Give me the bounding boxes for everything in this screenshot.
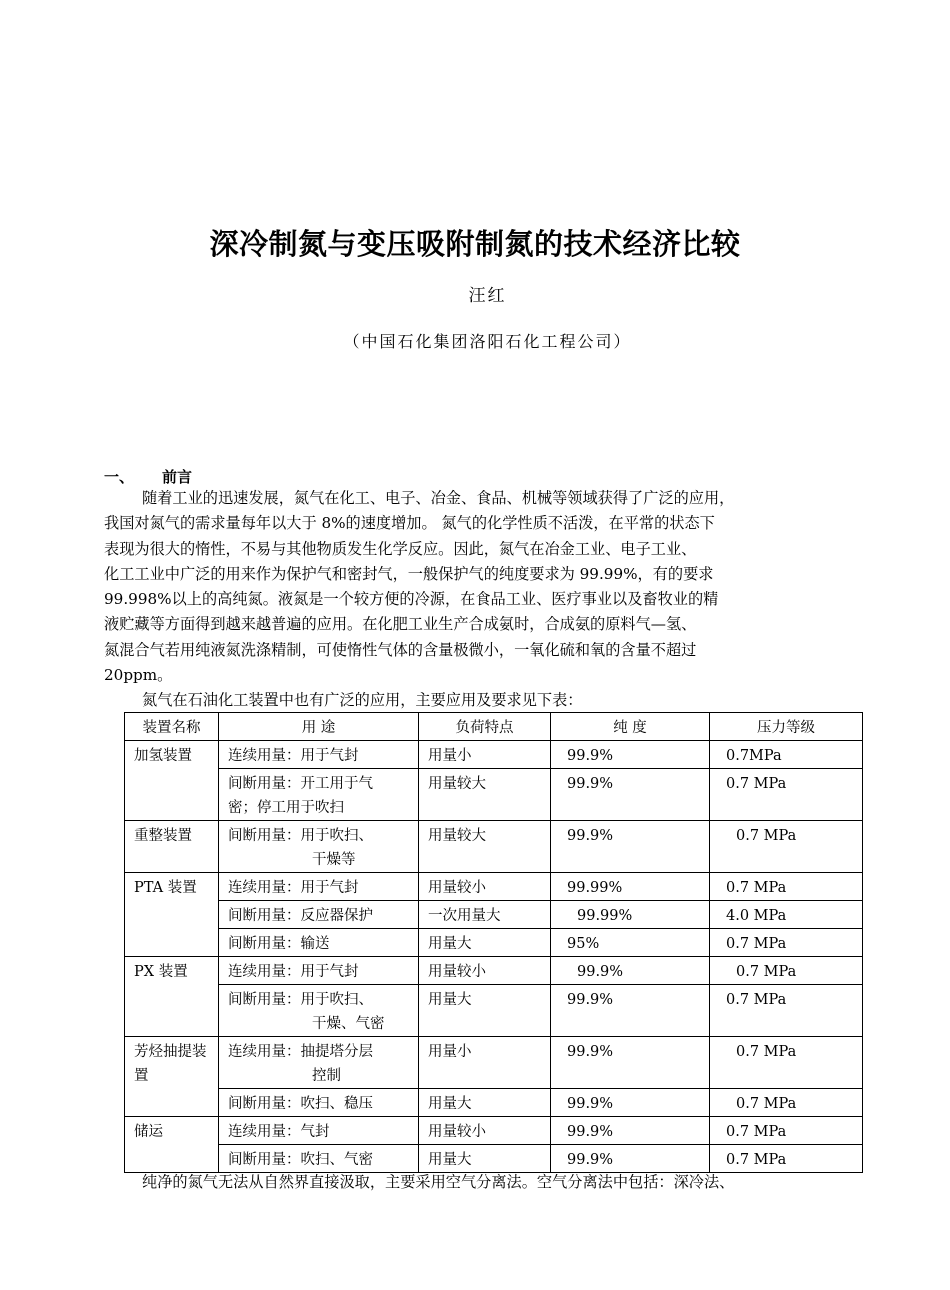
table-row (125, 1117, 863, 1145)
use-cell (219, 985, 419, 1037)
pressure-cell (710, 1037, 863, 1089)
unit-cell: PTA 装置 (125, 873, 219, 957)
unit-cell: PX 装置 (125, 957, 219, 1037)
paragraph-line: 随着工业的迅速发展，氮气在化工、电子、冶金、食品、机械等领域获得了广泛的应用， (142, 489, 735, 507)
use-text-continued: 密；停工用于吹扫 (228, 800, 344, 816)
section-title: 前言 (162, 468, 193, 486)
table-row (125, 741, 863, 769)
load-cell: 用量大 (419, 1089, 551, 1117)
use-cell: 连续用量：气封 (219, 1117, 419, 1145)
purity-cell: 99.99% (551, 873, 710, 901)
use-cell: 间断用量：吹扫、稳压 (219, 1089, 419, 1117)
pressure-cell (710, 1089, 863, 1117)
pressure-text: 0.7 MPa (736, 1096, 797, 1112)
purity-cell: 99.9% (551, 985, 710, 1037)
bottom-paragraph-line: 纯净的氮气无法从自然界直接汲取，主要采用空气分离法。空气分离法中包括：深冷法、 (142, 1173, 735, 1191)
pressure-text: 0.7 MPa (736, 1044, 797, 1060)
table-row (125, 957, 863, 985)
purity-cell: 99.9% (551, 821, 710, 873)
use-cell: 连续用量：用于气封 (219, 741, 419, 769)
load-cell: 用量较小 (419, 1117, 551, 1145)
table-row (125, 1145, 863, 1173)
purity-cell: 99.9% (551, 741, 710, 769)
section-number: 一、 (104, 468, 135, 486)
purity-cell: 99.9% (551, 1145, 710, 1173)
table-header-row (125, 713, 863, 741)
unit-cell: 加氢装置 (125, 741, 219, 821)
use-cell: 间断用量：吹扫、气密 (219, 1145, 419, 1173)
pressure-cell: 0.7MPa (710, 741, 863, 769)
load-cell: 用量较小 (419, 957, 551, 985)
load-cell: 一次用量大 (419, 901, 551, 929)
use-cell (219, 1037, 419, 1089)
purity-cell (551, 901, 710, 929)
table-row (125, 901, 863, 929)
purity-cell: 99.9% (551, 769, 710, 821)
paragraph-line: 我国对氮气的需求量每年以大于 8%的速度增加。 氮气的化学性质不活泼，在平常的状态下 (104, 514, 715, 533)
use-cell: 间断用量：反应器保护 (219, 901, 419, 929)
use-cell (219, 821, 419, 873)
column-header-unit: 装置名称 (125, 713, 219, 741)
table-row (125, 873, 863, 901)
purity-cell: 99.9% (551, 1117, 710, 1145)
unit-cell: 储运 (125, 1117, 219, 1173)
table-row (125, 1037, 863, 1089)
table-row (125, 1089, 863, 1117)
use-cell (219, 769, 419, 821)
use-text-continued: 干燥、气密 (312, 1016, 385, 1032)
load-cell: 用量小 (419, 741, 551, 769)
pressure-cell: 0.7 MPa (710, 929, 863, 957)
table-row (125, 821, 863, 873)
pressure-cell: 0.7 MPa (710, 985, 863, 1037)
load-cell: 用量小 (419, 1037, 551, 1089)
pressure-cell: 0.7 MPa (710, 769, 863, 821)
unit-cell: 重整装置 (125, 821, 219, 873)
column-header-pressure: 压力等级 (710, 713, 863, 741)
use-text: 间断用量：用于吹扫、 (228, 992, 373, 1008)
pressure-cell (710, 957, 863, 985)
use-cell: 连续用量：用于气封 (219, 957, 419, 985)
intro-paragraph (104, 486, 874, 688)
use-text: 连续用量：抽提塔分层 (228, 1044, 373, 1060)
use-text: 间断用量：用于吹扫、 (228, 828, 373, 844)
purity-cell (551, 957, 710, 985)
use-text: 间断用量：开工用于气 (228, 776, 373, 792)
table-row (125, 769, 863, 821)
column-header-use: 用 途 (219, 713, 419, 741)
table-intro (104, 688, 874, 713)
purity-text: 99.9% (577, 964, 624, 980)
load-cell: 用量大 (419, 929, 551, 957)
column-header-purity: 纯 度 (551, 713, 710, 741)
pressure-text: 0.7 MPa (736, 964, 797, 980)
use-cell: 连续用量：用于气封 (219, 873, 419, 901)
column-header-load: 负荷特点 (419, 713, 551, 741)
use-text-continued: 控制 (312, 1068, 341, 1084)
unit-cell: 芳烃抽提装置 (125, 1037, 219, 1117)
author-affiliation: （中国石化集团洛阳石化工程公司） (343, 332, 632, 351)
table-intro-line: 氮气在石油化工装置中也有广泛的应用，主要应用及要求见下表： (142, 691, 583, 709)
nitrogen-usage-table (124, 712, 863, 1173)
purity-cell: 99.9% (551, 1089, 710, 1117)
load-cell: 用量较小 (419, 873, 551, 901)
table-row (125, 929, 863, 957)
author-name: 汪红 (468, 286, 507, 306)
pressure-cell: 0.7 MPa (710, 1145, 863, 1173)
purity-text: 99.99% (577, 908, 633, 924)
section-heading (104, 466, 192, 487)
use-cell: 间断用量：输送 (219, 929, 419, 957)
pressure-text: 0.7 MPa (736, 828, 797, 844)
purity-cell: 99.9% (551, 1037, 710, 1089)
paragraph-line: 20ppm。 (104, 666, 173, 685)
paragraph-line: 表现为很大的惰性，不易与其他物质发生化学反应。因此，氮气在冶金工业、电子工业、 (104, 539, 697, 558)
pressure-cell: 0.7 MPa (710, 1117, 863, 1145)
document-title: 深冷制氮与变压吸附制氮的技术经济比较 (209, 227, 741, 261)
load-cell: 用量较大 (419, 821, 551, 873)
paragraph-line: 99.998%以上的高纯氮。液氮是一个较方便的冷源，在食品工业、医疗事业以及畜牧业的精 (104, 590, 719, 609)
table-row (125, 985, 863, 1037)
pressure-cell: 0.7 MPa (710, 873, 863, 901)
pressure-cell (710, 821, 863, 873)
paragraph-line: 化工工业中广泛的用来作为保护气和密封气，一般保护气的纯度要求为 99.99%，有的要求 (104, 564, 714, 583)
paragraph-line: 氮混合气若用纯液氮洗涤精制，可使惰性气体的含量极微小，一氧化硫和氧的含量不超过 (104, 640, 697, 659)
load-cell: 用量大 (419, 1145, 551, 1173)
paragraph-line: 液贮藏等方面得到越来越普遍的应用。在化肥工业生产合成氨时，合成氨的原料气—氢、 (104, 615, 697, 634)
pressure-cell: 4.0 MPa (710, 901, 863, 929)
load-cell: 用量大 (419, 985, 551, 1037)
load-cell: 用量较大 (419, 769, 551, 821)
purity-cell: 95% (551, 929, 710, 957)
use-text-continued: 干燥等 (312, 852, 356, 868)
